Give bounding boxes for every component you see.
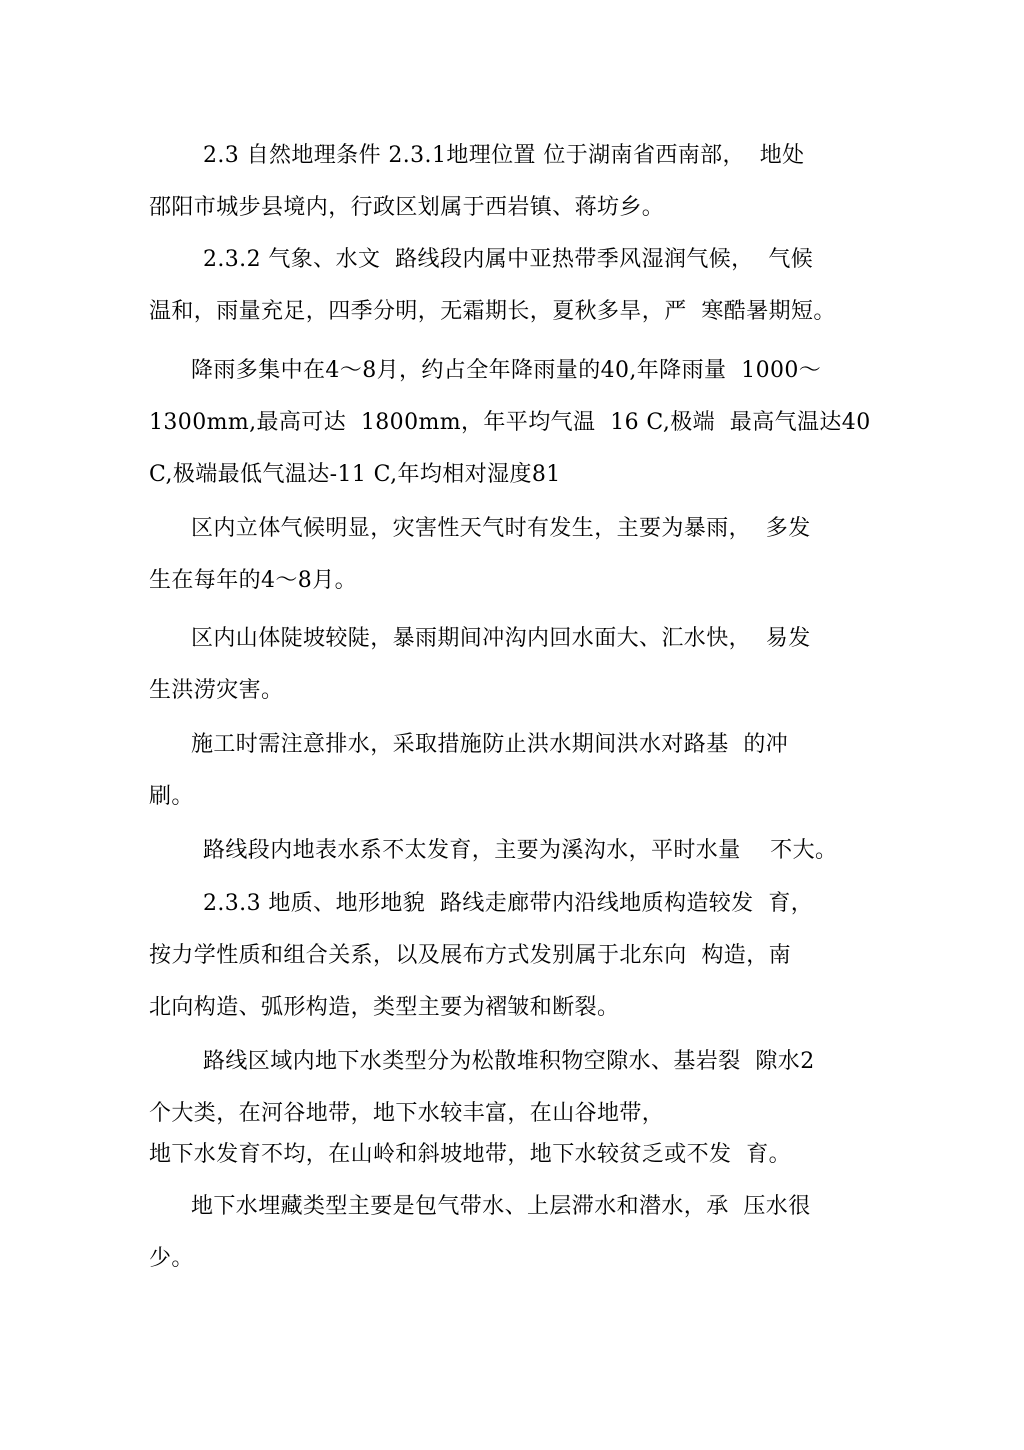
text-line: 生在每年的4～8月。 (149, 568, 357, 593)
text-line: 地下水埋藏类型主要是包气带水、上层滞水和潜水，承 压水很 (191, 1194, 811, 1219)
text-line: C,极端最低气温达-11 C,年均相对湿度81 (149, 462, 561, 487)
text-line: 施工时需注意排水，采取措施防止洪水期间洪水对路基 的冲 (191, 732, 789, 757)
text-line: 2.3.3 地质、地形地貌 路线走廊带内沿线地质构造较发 育， (203, 891, 814, 916)
text-line: 个大类，在河谷地带，地下水较丰富，在山谷地带， (149, 1101, 665, 1126)
text-line: 2.3.2 气象、水文 路线段内属中亚热带季风湿润气候， 气候 (203, 247, 814, 272)
text-line: 区内立体气候明显，灾害性天气时有发生，主要为暴雨， 多发 (191, 516, 811, 541)
text-line: 降雨多集中在4～8月，约占全年降雨量的40,年降雨量 1000～ (191, 358, 822, 383)
text-line: 2.3 自然地理条件 2.3.1地理位置 位于湖南省西南部， 地处 (203, 143, 805, 168)
text-line: 地下水发育不均，在山岭和斜坡地带，地下水较贫乏或不发 育。 (149, 1142, 791, 1167)
text-line: 1300mm,最高可达 1800mm，年平均气温 16 C,极端 最高气温达40 (149, 410, 871, 435)
text-line: 路线段内地表水系不太发育，主要为溪沟水，平时水量 不大。 (203, 838, 838, 863)
text-line: 少。 (149, 1246, 194, 1271)
text-line: 按力学性质和组合关系，以及展布方式发别属于北东向 构造，南 (149, 943, 791, 968)
text-line: 路线区域内地下水类型分为松散堆积物空隙水、基岩裂 隙水2 (203, 1049, 815, 1074)
text-line: 北向构造、弧形构造，类型主要为褶皱和断裂。 (149, 995, 620, 1020)
text-line: 刷。 (149, 784, 194, 809)
text-line: 区内山体陡坡较陡，暴雨期间冲沟内回水面大、汇水快， 易发 (191, 626, 811, 651)
text-line: 邵阳市城步县境内，行政区划属于西岩镇、蒋坊乡。 (149, 195, 665, 220)
text-line: 温和，雨量充足，四季分明，无霜期长，夏秋多旱，严 寒酷暑期短。 (149, 299, 836, 324)
text-line: 生洪涝灾害。 (149, 678, 284, 703)
